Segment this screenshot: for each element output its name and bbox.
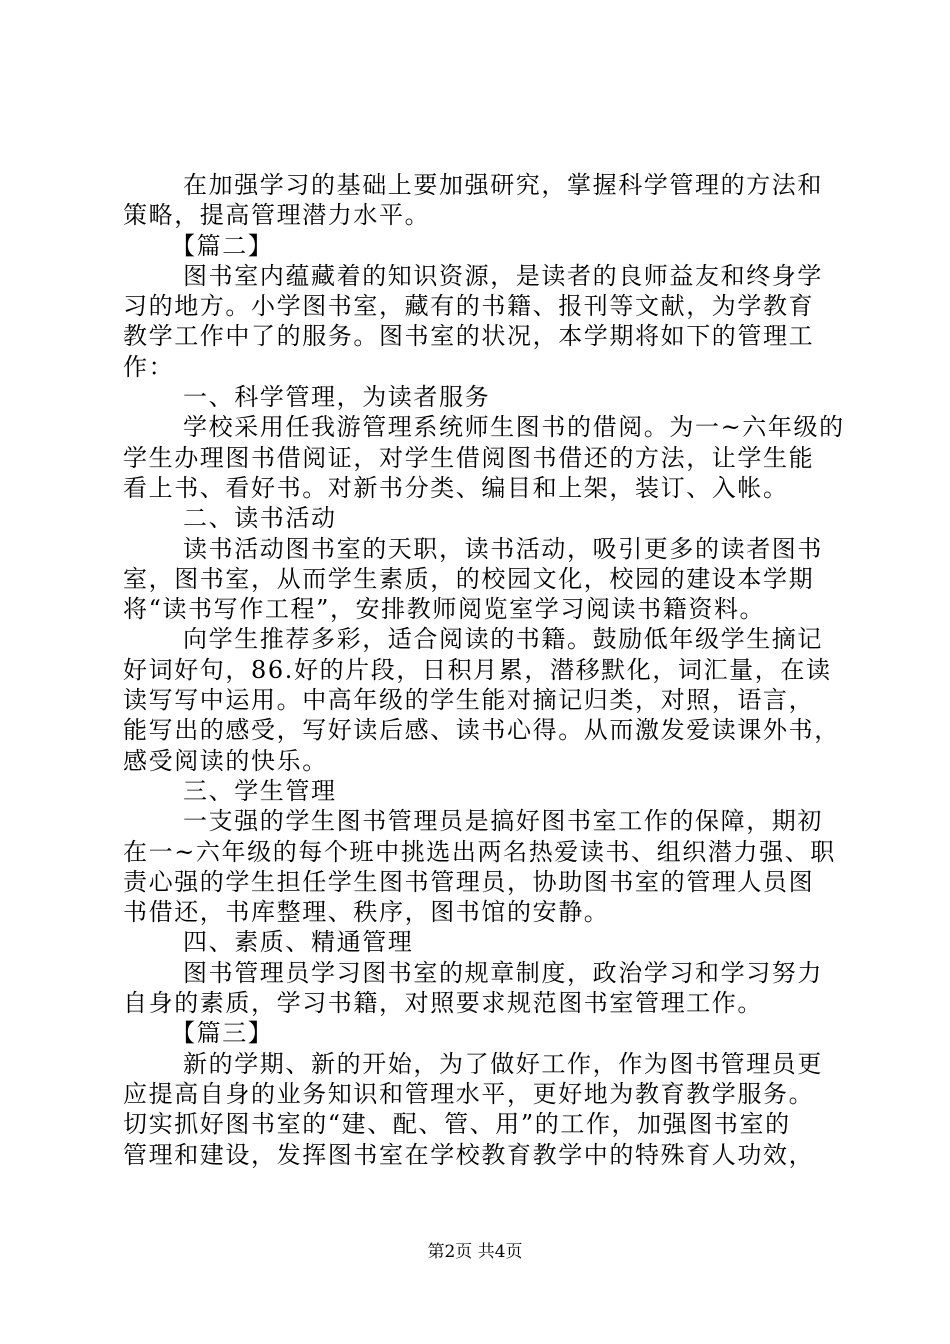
body-text-line: 作： — [123, 352, 175, 381]
body-text-line: 在加强学习的基础上要加强研究，掌握科学管理的方法和 — [183, 171, 823, 199]
body-text-line: 图书室内蕴藏着的知识资源，是读者的良师益友和终身学 — [183, 261, 823, 290]
body-text-line: 好词好句，86.好的片段，日积月累，潜移默化，词汇量，在读 — [123, 655, 832, 684]
body-text-line: 自身的素质，学习书籍，对照要求规范图书室管理工作。 — [123, 989, 763, 1018]
body-text-line: 切实抓好图书室的“建、配、管、用”的工作，加强图书室的 — [123, 1110, 791, 1139]
body-text-line: 新的学期、新的开始，为了做好工作，作为图书管理员更 — [183, 1049, 823, 1078]
body-text-line: 教学工作中了的服务。图书室的状况，本学期将如下的管理工 — [123, 322, 815, 351]
body-text-line: 向学生推荐多彩，适合阅读的书籍。鼓励低年级学生摘记 — [183, 625, 823, 654]
body-text-line: 室，图书室，从而学生素质，的校园文化，校园的建设本学期 — [123, 564, 815, 593]
body-text-line: 读写写中运用。中高年级的学生能对摘记归类，对照，语言， — [123, 686, 815, 715]
body-text-line: 将“读书写作工程”，安排教师阅览室学习阅读书籍资料。 — [123, 595, 766, 624]
body-text-line: 书借还，书库整理、秩序，图书馆的安静。 — [123, 898, 610, 927]
body-text-line: 四、素质、精通管理 — [183, 928, 414, 957]
body-text-line: 一支强的学生图书管理员是搞好图书室工作的保障，期初 — [183, 807, 823, 836]
body-text-line: 管理和建设，发挥图书室在学校教育教学中的特殊育人功效， — [123, 1140, 815, 1169]
body-text-line: 在一~六年级的每个班中挑选出两名热爱读书、组织潜力强、职 — [123, 837, 836, 866]
document-body — [123, 170, 845, 1170]
body-text-line: 图书管理员学习图书室的规章制度，政治学习和学习努力 — [183, 958, 823, 987]
body-text-line: 策略，提高管理潜力水平。 — [123, 201, 431, 230]
body-text-line: 学校采用任我游管理系统师生图书的借阅。为一~六年级的 — [183, 413, 845, 442]
body-text-line: 感受阅读的快乐。 — [123, 746, 328, 775]
body-text-line: 能写出的感受，写好读后感、读书心得。从而激发爱读课外书， — [123, 716, 840, 745]
body-text-line: 二、读书活动 — [183, 504, 337, 533]
body-text-line: 【篇三】 — [171, 1019, 274, 1048]
body-text-line: 一、科学管理，为读者服务 — [183, 383, 491, 412]
page-footer: 第2页 共4页 — [427, 1242, 523, 1262]
body-text-line: 看上书、看好书。对新书分类、编目和上架，装订、入帐。 — [123, 473, 789, 502]
body-text-line: 三、学生管理 — [183, 776, 337, 805]
body-text-line: 读书活动图书室的天职，读书活动，吸引更多的读者图书 — [183, 534, 823, 563]
body-text-line: 学生办理图书借阅证，对学生借阅图书借还的方法，让学生能 — [123, 443, 815, 472]
body-text-line: 应提高自身的业务知识和管理水平，更好地为教育教学服务。 — [123, 1079, 815, 1108]
body-text-line: 【篇二】 — [171, 231, 274, 260]
body-text-line: 习的地方。小学图书室，藏有的书籍、报刊等文献，为学教育 — [123, 292, 815, 321]
body-text-line: 责心强的学生担任学生图书管理员，协助图书室的管理人员图 — [123, 867, 815, 896]
